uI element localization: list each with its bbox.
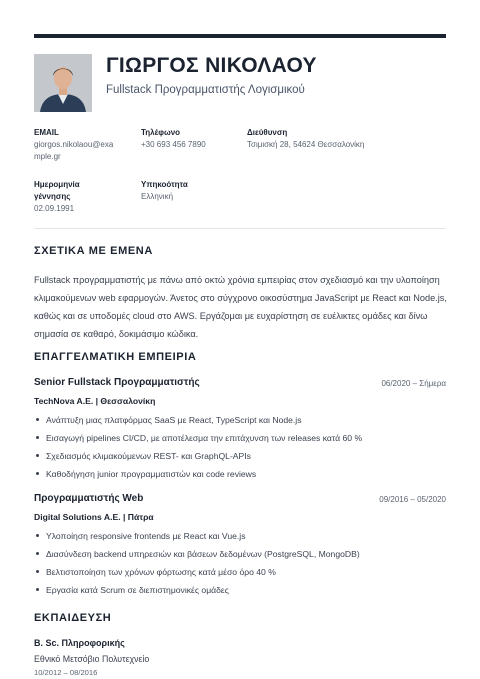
job-bullet: Σχεδιασμός κλιμακούμενων REST- και GraphQL-APIs (34, 447, 446, 465)
job-title: Senior Fullstack Προγραμματιστής (34, 377, 200, 388)
nationality-label: Υπηκοότητα (141, 180, 188, 189)
job-dates: 09/2016 – 05/2020 (379, 495, 446, 504)
job-dates: 06/2020 – Σήμερα (381, 379, 446, 388)
dob-value: 02.09.1991 (34, 204, 75, 213)
job-bullet: Εργασία κατά Scrum σε διεπιστημονικές ομάδες (34, 581, 446, 599)
job-company: TechNova A.E. | Θεσσαλονίκη (34, 396, 156, 406)
education-section-title: ΕΚΠΑΙΔΕΥΣΗ (34, 612, 112, 624)
job-bullet: Βελτιστοποίηση των χρόνων φόρτωσης κατά μέσο όρο 40 % (34, 563, 446, 581)
address-label: Διεύθυνση (247, 128, 288, 137)
section-divider (34, 228, 446, 229)
job-bullet: Ανάπτυξη μιας πλατφόρμας SaaS με React, TypeScript και Node.js (34, 411, 446, 429)
header-accent-bar (34, 34, 446, 38)
job-bullet-list (34, 411, 446, 483)
job-bullet: Διασύνδεση backend υπηρεσιών και βάσεων δεδομένων (PostgreSQL, MongoDB) (34, 545, 446, 563)
nationality-value: Ελληνική (141, 192, 174, 201)
email-value-line1[interactable]: giorgos.nikolaou@exa (34, 140, 114, 149)
dob-label-line1: Ημερομηνία (34, 180, 80, 189)
education-school: Εθνικό Μετσόβιο Πολυτεχνείο (34, 654, 150, 664)
about-section-title: ΣΧΕΤΙΚΑ ΜΕ ΕΜΕΝΑ (34, 245, 153, 257)
candidate-role: Fullstack Προγραμματιστής Λογισμικού (106, 84, 305, 96)
about-text: Fullstack προγραμματιστής με πάνω από οκτώ χρόνια εμπειρίας στον σχεδιασμό και την υλοποίηση κλιμακούμενων web εφαρμογών. Άνετος στο σύγχρονο οικοσύστημα JavaScript με React και Node.js, καθώς και σε υποδομές cloud στο AWS. Εργάζομαι με ευχαρίστηση σε ευέλικτες ομάδες και δίνω σημασία σε καθαρό, δοκιμάσιμο κώδικα. (34, 275, 447, 339)
address-value: Τσιμισκή 28, 54624 Θεσσαλονίκη (247, 140, 365, 149)
candidate-name: ΓΙΩΡΓΟΣ ΝΙΚΟΛΑΟΥ (106, 54, 317, 77)
job-bullet: Καθοδήγηση junior προγραμματιστών και code reviews (34, 465, 446, 483)
profile-photo (34, 54, 92, 112)
job-bullet: Εισαγωγή pipelines CI/CD, με αποτέλεσμα την επιτάχυνση των releases κατά 60 % (34, 429, 446, 447)
email-value-line2[interactable]: mple.gr (34, 152, 61, 161)
dob-label-line2: γέννησης (34, 192, 71, 201)
job-title: Προγραμματιστής Web (34, 493, 144, 504)
phone-label: Τηλέφωνο (141, 128, 181, 137)
job-company: Digital Solutions A.E. | Πάτρα (34, 512, 154, 522)
experience-section-title: ΕΠΑΓΓΕΛΜΑΤΙΚΗ ΕΜΠΕΙΡΙΑ (34, 351, 197, 363)
job-bullet: Υλοποίηση responsive frontends με React και Vue.js (34, 527, 446, 545)
email-label: EMAIL (34, 128, 59, 137)
education-degree: B. Sc. Πληροφορικής (34, 638, 125, 648)
phone-value: +30 693 456 7890 (141, 140, 206, 149)
education-dates: 10/2012 – 08/2016 (34, 668, 98, 677)
job-bullet-list (34, 527, 446, 599)
